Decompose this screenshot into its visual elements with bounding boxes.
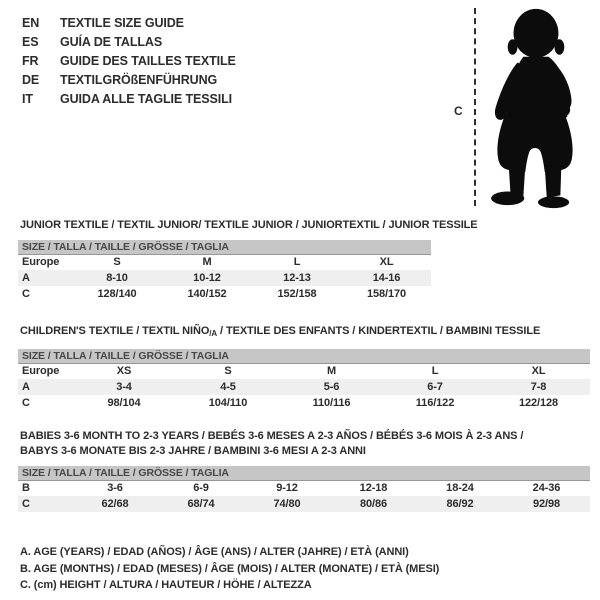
- language-code: IT: [22, 92, 33, 106]
- cell: 104/110: [208, 397, 248, 409]
- size-header-bar: SIZE / TALLA / TAILLE / GRÖSSE / TAGLIA: [18, 240, 431, 254]
- title-subscript: /A: [209, 329, 218, 338]
- cell: XL: [531, 365, 546, 378]
- table-row-height: [18, 496, 590, 512]
- size-header-bar: SIZE / TALLA / TAILLE / GRÖSSE / TAGLIA: [18, 466, 590, 480]
- language-code: DE: [22, 73, 40, 87]
- language-row: [22, 33, 236, 52]
- legend-line-b: B. AGE (MONTHS) / EDAD (MESES) / ÂGE (MOIS) / ALTER (MONATE) / ETÀ (MESI): [20, 562, 440, 575]
- cell: S: [224, 365, 232, 378]
- language-code: EN: [22, 16, 40, 30]
- cell: 74/80: [244, 496, 330, 512]
- cell: 14-16: [342, 270, 431, 286]
- cell: L: [431, 365, 439, 378]
- cell: 5-6: [280, 379, 383, 395]
- title-suffix: / TEXTILE DES ENFANTS / KINDERTEXTIL / BAMBINI TESSILE: [217, 325, 541, 337]
- cell: M: [202, 256, 212, 269]
- cell: XL: [379, 256, 394, 269]
- cell: 6-7: [383, 379, 487, 395]
- cell: M: [326, 365, 337, 378]
- cell: 7-8: [487, 379, 590, 395]
- language-label: GUIDA ALLE TAGLIE TESSILI: [60, 92, 233, 106]
- babies-size-table: [18, 466, 590, 512]
- table-title: JUNIOR TEXTILE / TEXTIL JUNIOR/ TEXTILE JUNIOR / JUNIORTEXTIL / JUNIOR TESSILE: [20, 219, 478, 231]
- language-code: FR: [22, 54, 39, 68]
- row-label: C: [22, 288, 30, 300]
- cell: 110/116: [312, 397, 351, 409]
- row-label: A: [18, 379, 72, 395]
- cell: 86/92: [417, 496, 503, 512]
- cell: 92/98: [503, 496, 590, 512]
- row-label: Europe: [22, 256, 60, 269]
- table-title: [20, 429, 600, 459]
- cell: 158/170: [366, 288, 407, 300]
- cell: 152/158: [277, 288, 317, 300]
- table-row-age: [18, 270, 431, 286]
- babies-textile-section: [0, 429, 600, 512]
- language-label: TEXTILE SIZE GUIDE: [60, 16, 184, 30]
- height-dashed-line: [474, 8, 476, 206]
- cell: 116/122: [415, 397, 455, 409]
- cell: 12-18: [359, 482, 388, 495]
- measure-legend: [20, 544, 600, 594]
- language-row: [22, 71, 236, 90]
- measure-c-label: C: [454, 104, 463, 118]
- cell: 8-10: [72, 270, 162, 286]
- language-row: [22, 14, 236, 33]
- cell: 3-4: [72, 379, 176, 395]
- cell: 9-12: [276, 482, 298, 495]
- language-code: ES: [22, 35, 39, 49]
- cell: 122/128: [518, 397, 559, 409]
- table-row-europe: [18, 363, 590, 379]
- cell: 18-24: [446, 482, 474, 495]
- height-measure-figure: [444, 6, 586, 211]
- row-label: Europe: [22, 365, 60, 378]
- table-row-height: [18, 286, 431, 302]
- legend-line-a: A. AGE (YEARS) / EDAD (AÑOS) / ÂGE (ANS) / ALTER (JAHRE) / ETÀ (ANNI): [20, 546, 409, 558]
- cell: 24-36: [532, 482, 561, 495]
- children-size-table: [18, 349, 590, 411]
- children-textile-section: [0, 324, 600, 411]
- cell: 80/86: [330, 496, 417, 512]
- row-label: C: [22, 397, 30, 409]
- cell: 98/104: [107, 397, 141, 409]
- cell: 12-13: [252, 270, 342, 286]
- junior-size-table: [18, 240, 431, 302]
- top-section: [0, 0, 600, 212]
- table-row-europe: [18, 254, 431, 270]
- legend-line-c: C. (cm) HEIGHT / ALTURA / HAUTEUR / HÖHE / ALTEZZA: [20, 579, 312, 591]
- cell: 10-12: [162, 270, 252, 286]
- language-row: [22, 52, 236, 71]
- table-row-age: [18, 379, 590, 395]
- title-line-1: BABIES 3-6 MONTH TO 2-3 YEARS / BEBÉS 3-6 MESES A 2-3 AÑOS / BÉBÉS 3-6 MOIS À 2-3 ANS /: [20, 430, 524, 442]
- cell: 3-6: [107, 482, 123, 495]
- language-label: GUIDE DES TAILLES TEXTILE: [60, 54, 236, 68]
- row-label: C: [18, 496, 72, 512]
- language-row: [22, 90, 236, 109]
- cell: XS: [116, 365, 132, 378]
- cell: 68/74: [158, 496, 244, 512]
- language-list: [22, 14, 236, 109]
- language-label: GUÍA DE TALLAS: [60, 35, 163, 49]
- junior-textile-section: [0, 218, 600, 302]
- title-line-2: BABYS 3-6 MONATE BIS 2-3 JAHRE / BAMBINI 3-6 MESI A 2-3 ANNI: [20, 445, 366, 457]
- row-label: B: [22, 482, 30, 495]
- size-header-bar: SIZE / TALLA / TAILLE / GRÖSSE / TAGLIA: [18, 349, 590, 363]
- language-label: TEXTILGRÖßENFÜHRUNG: [60, 73, 218, 87]
- cell: 6-9: [193, 482, 209, 495]
- cell: S: [113, 256, 121, 269]
- cell: 128/140: [97, 288, 137, 300]
- cell: 62/68: [72, 496, 158, 512]
- table-row-height: [18, 395, 590, 411]
- table-row-months: [18, 480, 590, 496]
- row-label: A: [18, 270, 72, 286]
- title-prefix: CHILDREN'S TEXTILE / TEXTIL NIÑO: [20, 325, 210, 337]
- table-title: [20, 324, 600, 341]
- cell: L: [293, 256, 301, 269]
- baby-silhouette-icon: [484, 6, 586, 211]
- cell: 140/152: [187, 288, 227, 300]
- cell: 4-5: [176, 379, 280, 395]
